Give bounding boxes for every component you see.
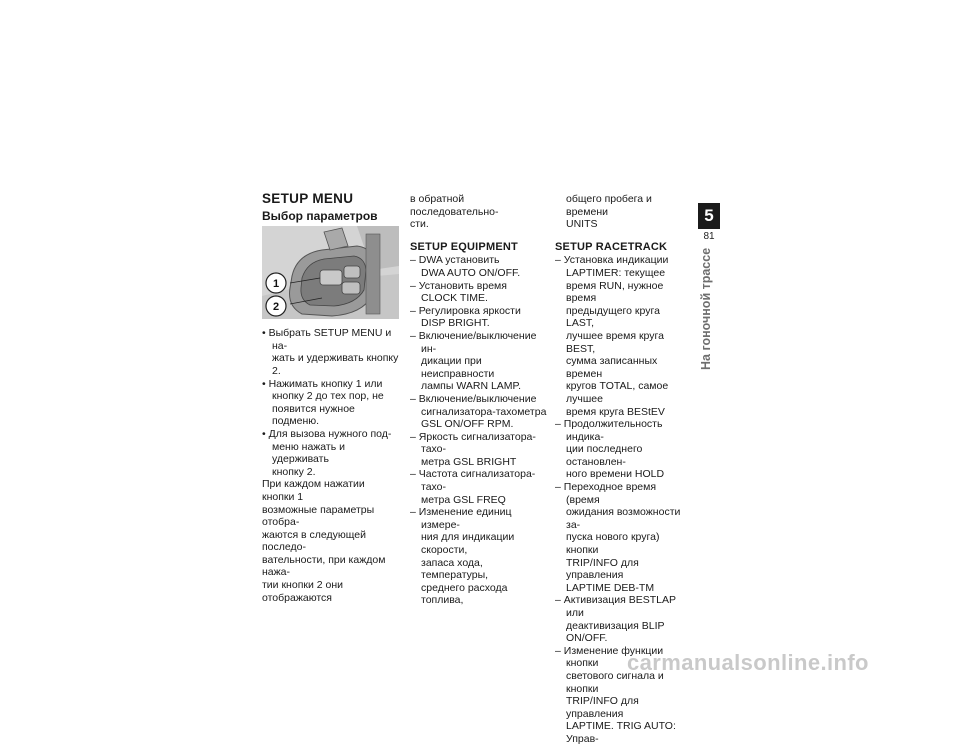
column-1	[262, 193, 399, 604]
list-item: – Продолжительность индика- ции последнего остановлен- ного времени HOLD	[555, 418, 665, 481]
chapter-side-title-wrap	[699, 247, 715, 470]
handlebar-switch-illustration	[262, 226, 399, 319]
column-2	[410, 193, 547, 607]
list-item: – Частота сигнализатора-тахо- метра GSL FREQ	[410, 468, 536, 506]
list-item: • Нажимать кнопку 1 или кнопку 2 до тех пор, не появится нужное подменю.	[262, 377, 384, 428]
continued-text: общего пробега и времени UNITS	[566, 193, 652, 231]
body-paragraph: При каждом нажатии кнопки 1 возможные параметры отобра- жаются в следующей последо- вательности, при каждом нажа- тии кнопки 2 они отображаются	[262, 478, 386, 604]
list-item: • Для вызова нужного под- меню нажать и удерживать кнопку 2.	[262, 427, 392, 478]
chapter-tab	[698, 203, 720, 242]
list-item: – Изменение единиц измере- ния для индикации скорости, запаса хода, температуры, среднего расхода топлива,	[410, 506, 515, 607]
setup-racetrack-heading: SETUP RACETRACK	[555, 240, 668, 253]
list-item: • Выбрать SETUP MENU и на- жать и удерживать кнопку 2.	[262, 327, 399, 377]
watermark-logo[interactable]: carmanualsonline.info	[627, 650, 869, 675]
page-number: 81	[703, 231, 715, 242]
list-item: – DWA установить DWA AUTO ON/OFF.	[410, 254, 521, 279]
list-item: – Включение/выключение сигнализатора-тахометра GSL ON/OFF RPM.	[410, 392, 547, 431]
chapter-side-title: На гоночной трассе	[699, 247, 713, 370]
chapter-number: 5	[698, 203, 720, 229]
section-title: SETUP MENU	[262, 191, 354, 206]
list-item: – Включение/выключение ин- дикации при неисправности лампы WARN LAMP.	[410, 329, 537, 393]
setup-equipment-list	[410, 254, 547, 607]
list-item: – Установить время CLOCK TIME.	[410, 279, 507, 305]
setup-equipment-heading: SETUP EQUIPMENT	[410, 240, 518, 253]
handlebar-switch-figure	[262, 226, 399, 319]
callout-1-label: 1	[272, 278, 280, 291]
list-item: – Активизация BESTLAP или деактивизация BLIP ON/OFF.	[555, 594, 676, 645]
continued-text: в обратной последовательно- сти.	[410, 193, 499, 231]
list-item: – Регулировка яркости DISP BRIGHT.	[410, 304, 521, 330]
list-item: – Изменение функции кнопки светового сигнала и кнопки TRIP/INFO для управления LAPTIME. TRIG AUTO: Управ-	[555, 644, 676, 745]
list-item: – Переходное время (время ожидания возможности за- пуска нового круга) кнопки TRIP/INFO для управления LAPTIME DEB-TM	[555, 481, 681, 594]
subsection-title: Выбор параметров	[262, 208, 378, 223]
list-item: – Установка индикации LAPTIMER: текущее время RUN, нужное время предыдущего круга LAST, лучшее время круга BEST, сумма записанных времен кругов TOTAL, самое лучшее время круга BEStEV	[555, 254, 669, 418]
instruction-list	[262, 327, 399, 478]
callout-2-label: 2	[272, 301, 280, 314]
list-item: – Яркость сигнализатора-тахо- метра GSL BRIGHT	[410, 430, 536, 468]
